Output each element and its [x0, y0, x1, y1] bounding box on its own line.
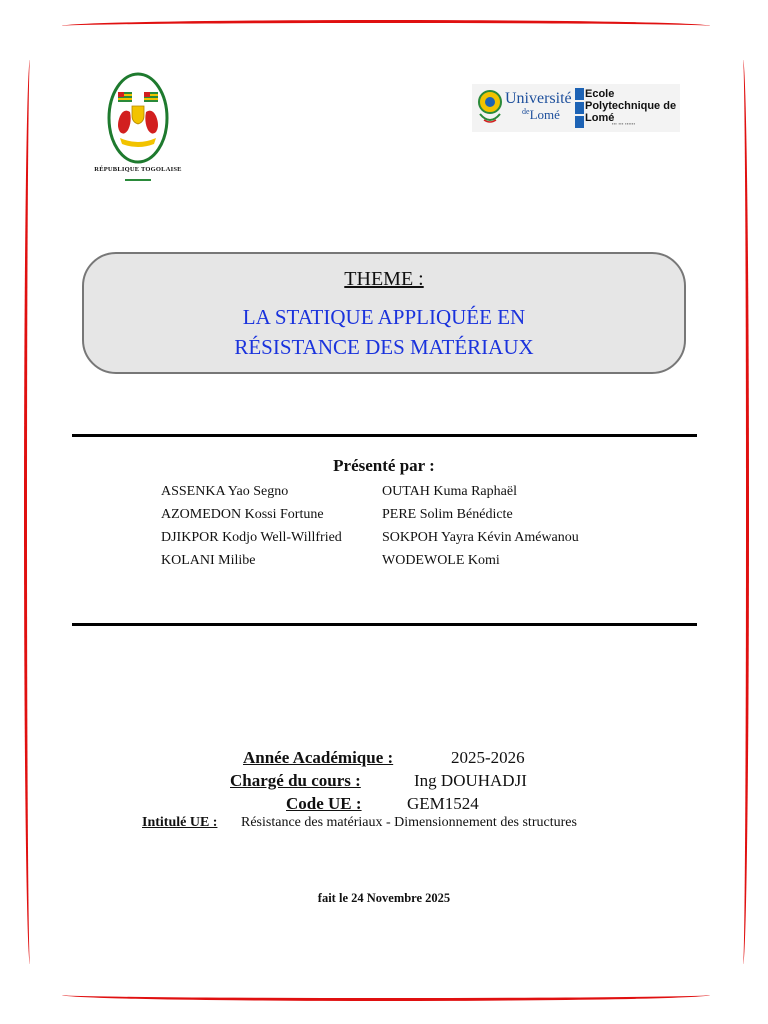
theme-box [82, 252, 686, 374]
university-de: de [522, 107, 530, 116]
course-title-value: Résistance des matériaux - Dimensionnement des structures [241, 815, 577, 830]
teacher-label [230, 771, 361, 791]
teacher-label-text: Chargé du cours : [230, 771, 361, 790]
green-divider [125, 179, 151, 181]
frame-top-border [62, 20, 710, 29]
togo-coat-of-arms [88, 72, 188, 182]
authors-right-column [382, 480, 579, 572]
course-code-label-text: Code UE : [286, 794, 362, 813]
course-title-label [142, 815, 217, 831]
frame-right-border [740, 60, 749, 964]
epl-bar [575, 88, 584, 100]
theme-title-line-1: LA STATIQUE APPLIQUÉE EN [242, 305, 526, 329]
school-line: Polytechnique de [585, 100, 677, 112]
republic-label: RÉPUBLIQUE TOGOLAISE [94, 166, 182, 173]
school-tagline-decoration: ▪▪▪ ▪▪▪ ▪▪▪▪▪▪ [612, 121, 636, 126]
epl-bar [575, 102, 584, 114]
university-emblem-icon [476, 88, 504, 126]
author-name: WODEWOLE Komi [382, 553, 500, 568]
teacher-value: Ing DOUHADJI [414, 771, 527, 790]
university-logo [472, 84, 680, 132]
theme-label-text: THEME : [344, 268, 424, 290]
coat-of-arms-icon [106, 72, 170, 164]
university-lome: Lomé [529, 107, 560, 122]
bottom-rule [72, 623, 697, 626]
frame-left-border [24, 60, 33, 964]
frame-bottom-border [62, 992, 710, 1001]
top-rule [72, 434, 697, 437]
theme-title [84, 302, 684, 362]
university-name: Université [505, 90, 572, 107]
course-title-label-text: Intitulé UE : [142, 815, 218, 830]
school-name [585, 88, 676, 124]
academic-year-label [243, 748, 393, 768]
academic-year-label-text: Année Académique : [243, 748, 394, 767]
author-name: SOKPOH Yayra Kévin Améwanou [382, 530, 579, 545]
authors-left-column [161, 480, 342, 572]
school-line: Lomé [585, 112, 615, 124]
university-city [522, 107, 560, 123]
epl-blue-bars [575, 88, 584, 128]
author-name: PERE Solim Bénédicte [382, 507, 513, 522]
author-name: KOLANI Milibe [161, 553, 256, 568]
date-line: fait le 24 Novembre 2025 [317, 891, 451, 905]
theme-title-line-2: RÉSISTANCE DES MATÉRIAUX [234, 335, 534, 359]
presented-by-heading: Présenté par : [333, 456, 435, 475]
theme-label [84, 268, 684, 291]
course-code-label [286, 794, 362, 814]
epl-bar [575, 116, 584, 128]
academic-year-value: 2025-2026 [451, 748, 525, 767]
author-name: DJIKPOR Kodjo Well-Willfried [161, 530, 342, 545]
author-name: AZOMEDON Kossi Fortune [161, 507, 324, 522]
school-line: Ecole [585, 88, 615, 100]
author-name: OUTAH Kuma Raphaël [382, 484, 517, 499]
course-code-value: GEM1524 [407, 794, 479, 813]
author-name: ASSENKA Yao Segno [161, 484, 289, 499]
